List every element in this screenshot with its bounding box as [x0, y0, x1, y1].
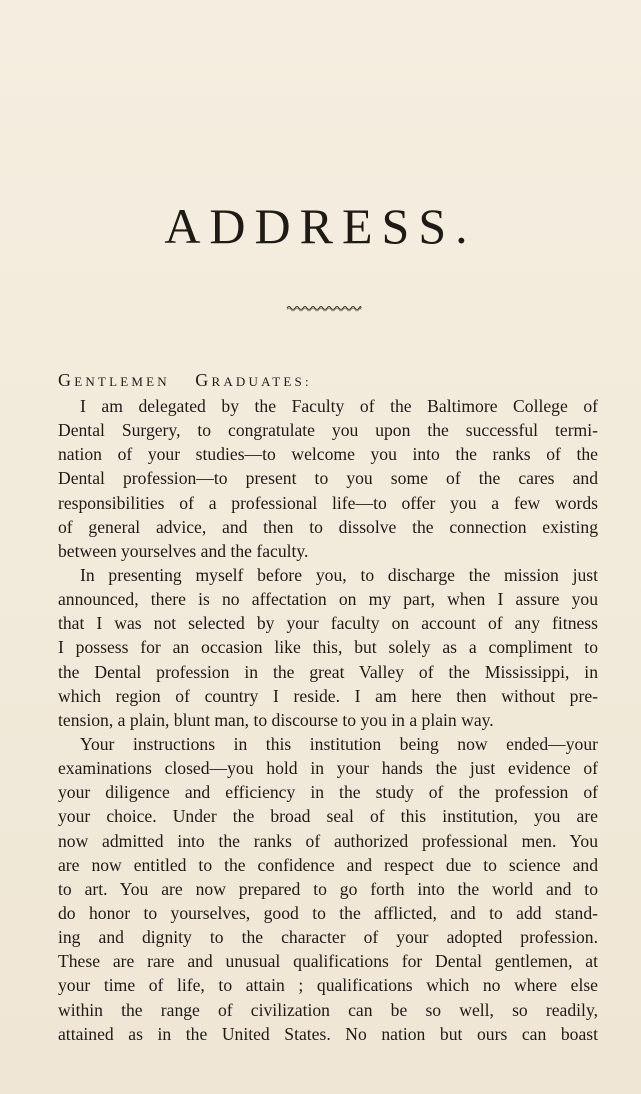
- paragraph: [58, 563, 598, 732]
- salutation-initial-2: G: [195, 370, 212, 390]
- text-line: are now entitled to the confidence and respect due to science and: [58, 854, 598, 875]
- salutation: [58, 367, 312, 395]
- salutation-word-1: ENTLEMEN: [74, 374, 170, 389]
- text-line: which region of country I reside. I am here then without pre-: [58, 685, 598, 706]
- ornamental-divider: [286, 303, 362, 313]
- text-line: your choice. Under the broad seal of this institution, you are: [58, 806, 598, 827]
- text-line: examinations closed—you hold in your hands the just evidence of: [58, 758, 598, 779]
- text-line: that I was not selected by your faculty on account of any fitness: [58, 613, 598, 634]
- text-line: of general advice, and then to dissolve the connection existing: [58, 516, 598, 537]
- text-line: within the range of civilization can be so well, so readily,: [58, 999, 598, 1020]
- text-line: your diligence and efficiency in the study of the profession of: [58, 782, 598, 803]
- salutation-initial-1: G: [58, 370, 75, 390]
- body-text: [58, 394, 598, 1046]
- text-line: nation of your studies—to welcome you into the ranks of the: [58, 444, 598, 465]
- salutation-word-2: RADUATES:: [211, 374, 312, 389]
- text-line: attained as in the United States. No nation but ours can boast: [58, 1023, 598, 1044]
- text-line: to art. You are now prepared to go forth into the world and to: [58, 878, 598, 899]
- text-line: now admitted into the ranks of authorized professional men. You: [58, 830, 598, 851]
- text-line: between yourselves and the faculty.: [58, 540, 309, 561]
- text-line: tension, a plain, blunt man, to discourse to you in a plain way.: [58, 709, 494, 730]
- text-line: Your instructions in this institution being now ended—your: [80, 733, 598, 754]
- text-line: the Dental profession in the great Valley of the Mississippi, in: [58, 661, 598, 682]
- text-line: announced, there is no affectation on my part, when I assure you: [58, 589, 598, 610]
- text-line: do honor to yourselves, good to the afflicted, and to add stand-: [58, 902, 598, 923]
- text-line: Dental Surgery, to congratulate you upon the successful termi-: [58, 420, 598, 441]
- text-line: These are rare and unusual qualifications for Dental gentlemen, at: [58, 951, 598, 972]
- text-line: ing and dignity to the character of your adopted profession.: [58, 927, 598, 948]
- text-line: I possess for an occasion like this, but solely as a compliment to: [58, 637, 598, 658]
- text-line: In presenting myself before you, to discharge the mission just: [80, 564, 598, 585]
- page-title: ADDRESS.: [164, 198, 477, 254]
- text-line: Dental profession—to present to you some of the cares and: [58, 468, 598, 489]
- text-line: I am delegated by the Faculty of the Baltimore College of: [80, 396, 598, 416]
- text-line: responsibilities of a professional life—to offer you a few words: [58, 492, 598, 513]
- text-line: your time of life, to attain ; qualifications which no where else: [58, 975, 598, 996]
- paragraph: [58, 394, 598, 563]
- paragraph: [58, 732, 598, 1046]
